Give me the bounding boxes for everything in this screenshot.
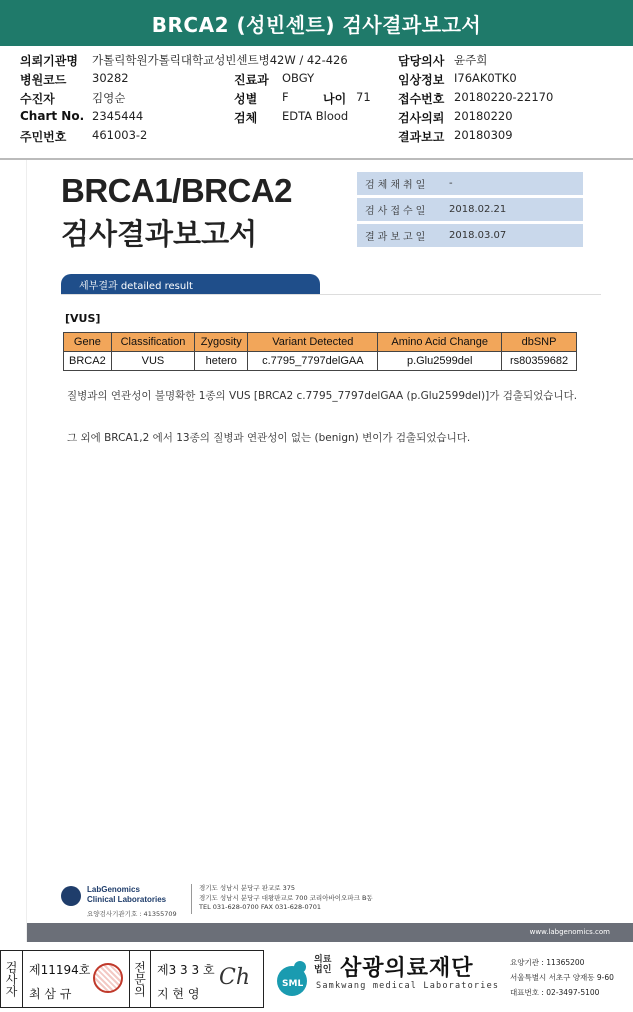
specialist-name: 지 현 영	[157, 987, 200, 1001]
sml-logo-icon	[270, 955, 314, 999]
info-label: 임상정보	[398, 73, 445, 87]
section-divider	[61, 294, 601, 295]
column-header: Gene	[64, 333, 112, 352]
info-value: F	[282, 90, 289, 104]
lab-code: 요양검사기관기호 : 41355709	[87, 910, 177, 918]
date-value: -	[449, 178, 453, 189]
table-cell: VUS	[111, 352, 194, 371]
labgenomics-name	[87, 885, 166, 905]
info-label: 검사의뢰	[398, 111, 445, 125]
lab-contact: TEL 031-628-0700 FAX 031-628-0701	[199, 903, 322, 911]
info-label: 수진자	[20, 92, 55, 106]
lab-name-line1: LabGenomics	[87, 885, 140, 894]
date-row	[357, 198, 583, 221]
info-label: 결과보고	[398, 130, 445, 144]
info-label: 의뢰기관명	[20, 54, 78, 68]
info-value: 김영순	[92, 91, 126, 105]
table-cell: hetero	[195, 352, 248, 371]
column-header: Classification	[111, 333, 194, 352]
report-title-line1: BRCA1/BRCA2	[61, 172, 293, 209]
info-value: 20180309	[454, 128, 513, 142]
info-value: 20180220	[454, 109, 513, 123]
column-header: Variant Detected	[248, 333, 378, 352]
foundation-info	[510, 955, 614, 1000]
handwritten-signature: Ch	[219, 965, 251, 990]
result-paragraph-1: 질병과의 연관성이 불명확한 1종의 VUS [BRCA2 c.7795_7797delGAA (p.Glu2599del)]가 검출되었습니다.	[67, 390, 578, 402]
lab-address-line: 경기도 성남시 분당구 판교로 375	[199, 884, 296, 892]
vus-label: [VUS]	[65, 312, 101, 325]
specialist-license: 제3 3 3 호	[157, 963, 215, 977]
foundation-prefix: 의료 법인	[314, 955, 332, 975]
info-label: 병원코드	[20, 73, 67, 87]
lab-address	[199, 884, 373, 913]
info-value: 2345444	[92, 109, 144, 123]
table-cell: BRCA2	[64, 352, 112, 371]
report-title-line2: 검사결과보고서	[61, 217, 258, 251]
labgenomics-footer	[61, 882, 601, 918]
specialist-label: 전문의	[129, 951, 151, 1007]
info-label: 접수번호	[398, 92, 445, 106]
column-header: Zygosity	[195, 333, 248, 352]
result-paragraph-2: 그 외에 BRCA1,2 에서 13종의 질병과 연관성이 없는 (benign) 변이가 검출되었습니다.	[67, 432, 471, 444]
examiner-license: 제11194호	[29, 963, 91, 977]
info-value: 71	[356, 90, 371, 104]
lab-name-line2: Clinical Laboratories	[87, 895, 167, 904]
seal-stamp-icon	[93, 963, 123, 993]
table-cell: p.Glu2599del	[378, 352, 502, 371]
variant-table	[63, 332, 577, 371]
table-cell: c.7795_7797delGAA	[248, 352, 378, 371]
info-value: 윤주희	[454, 53, 488, 67]
info-label: 검체	[234, 111, 258, 125]
date-label: 결과보고일	[365, 232, 429, 243]
date-row	[357, 172, 583, 195]
signature-footer	[0, 947, 633, 1012]
info-value: OBGY	[282, 71, 315, 85]
foundation-info-line: 요양기관 : 11365200	[510, 958, 585, 967]
info-value: EDTA Blood	[282, 109, 349, 123]
patient-info-panel	[0, 46, 633, 160]
table-cell: rs80359682	[502, 352, 577, 371]
info-value: 30282	[92, 71, 129, 85]
footer-divider	[191, 884, 192, 914]
info-value: 461003-2	[92, 128, 148, 142]
info-label: 주민번호	[20, 130, 67, 144]
foundation-name: 삼광의료재단	[340, 956, 474, 981]
date-value: 2018.02.21	[449, 204, 507, 215]
date-box	[357, 172, 583, 250]
date-label: 검사접수일	[365, 206, 429, 217]
date-value: 2018.03.07	[449, 230, 507, 241]
foundation-info-line: 대표번호 : 02-3497-5100	[510, 988, 600, 997]
sml-logo-text: SML	[282, 979, 304, 989]
examiner-name: 최 삼 규	[29, 987, 72, 1001]
labgenomics-logo-icon	[61, 886, 81, 906]
info-label: 진료과	[234, 73, 269, 87]
website-bar: www.labgenomics.com	[27, 923, 633, 942]
info-value: I76AK0TK0	[454, 71, 517, 85]
info-label: 성별	[234, 92, 258, 106]
column-header: dbSNP	[502, 333, 577, 352]
report-header-title: BRCA2 (성빈센트) 검사결과보고서	[0, 0, 633, 46]
examiner-label: 검사자	[1, 951, 23, 1007]
detailed-result-tab: 세부결과 detailed result	[61, 274, 320, 294]
signature-box	[0, 950, 264, 1008]
lab-address-line: 경기도 성남시 분당구 대왕판교로 700 코리아바이오파크 B동	[199, 893, 373, 902]
info-value: 20180220-22170	[454, 90, 554, 104]
scanned-report	[26, 160, 633, 942]
table-row	[64, 352, 577, 371]
date-row	[357, 224, 583, 247]
info-label: 나이	[323, 92, 347, 106]
foundation-info-line: 서울특별시 서초구 양재동 9-60	[510, 973, 614, 982]
column-header: Amino Acid Change	[378, 333, 502, 352]
info-label: Chart No.	[20, 109, 85, 123]
table-header-row	[64, 333, 577, 352]
date-label: 검체채취일	[365, 180, 429, 191]
foundation-english-name: Samkwang medical Laboratories	[316, 981, 500, 991]
info-label: 담당의사	[398, 54, 445, 68]
info-value: 가톨릭학원가톨릭대학교성빈센트병42W / 42-426	[92, 53, 348, 67]
